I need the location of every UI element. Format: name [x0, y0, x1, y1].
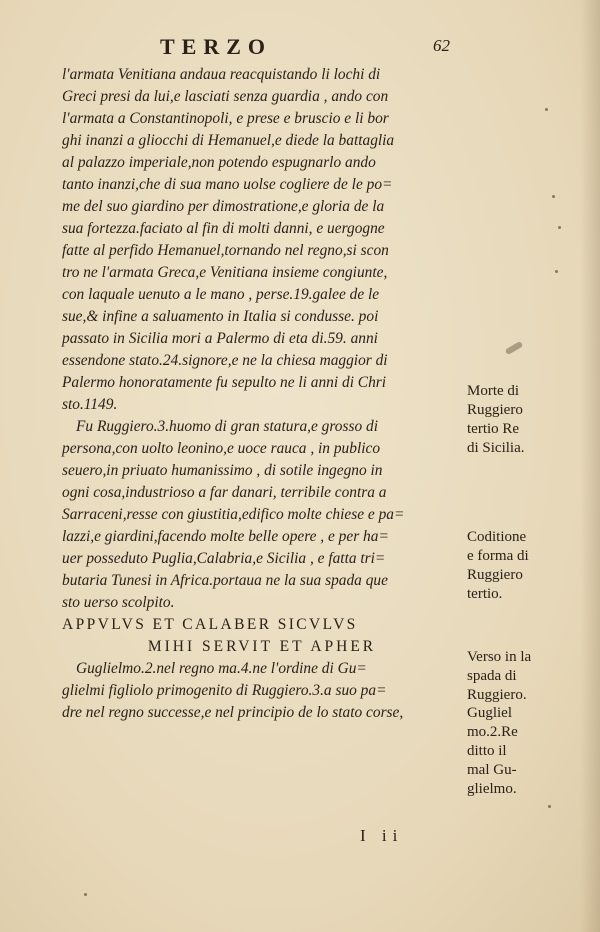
text-line: Palermo honoratamente fu sepulto ne li anni di Chri: [62, 374, 387, 391]
inscription-line: APPVLVS ET CALABER SICVLVS: [62, 616, 358, 633]
ink-speck: [548, 805, 551, 808]
page-header: [160, 34, 450, 64]
margin-note: Gugliel mo.2.Re ditto il mal Gu- glielmo.: [467, 705, 518, 797]
ink-speck: [558, 226, 561, 229]
ink-speck: [555, 270, 558, 273]
main-text-block: [62, 64, 462, 724]
text-line: sue,& infine a saluamento in Italia si condusse. poi: [62, 308, 379, 325]
text-line: tro ne l'armata Greca,e Venitiana insieme congiunte,: [62, 264, 388, 281]
running-head: TERZO: [160, 34, 273, 59]
text-line: sua fortezza.faciato al fin di molti danni, e uergogne: [62, 220, 385, 237]
text-line: dre nel regno successe,e nel principio de lo stato corse,: [62, 704, 404, 721]
text-line: l'armata Venitiana andaua reacquistando li lochi di: [62, 66, 381, 83]
text-line: lazzi,e giardini,facendo molte belle opere , e per ha=: [62, 528, 389, 545]
text-line: l'armata a Constantinopoli, e prese e bruscio e li bor: [62, 110, 389, 127]
text-line: glielmi figliolo primogenito di Ruggiero.3.a suo pa=: [62, 682, 387, 699]
margin-note: Morte di Ruggiero tertio Re di Sicilia.: [467, 383, 525, 456]
text-line: Sarraceni,resse con giustitia,edifico molte chiese e pa=: [62, 506, 405, 523]
ink-speck: [84, 893, 87, 896]
ink-smudge: [505, 341, 524, 355]
text-line: persona,con uolto leonino,e uoce rauca , in publico: [62, 440, 381, 457]
catchword: I ii: [360, 826, 404, 845]
text-line: butaria Tunesi in Africa.portaua ne la sua spada que: [62, 572, 388, 589]
ink-speck: [545, 108, 548, 111]
text-line: me del suo giardino per dimostratione,e gloria de la: [62, 198, 385, 215]
text-line: Greci presi da lui,e lasciati senza guardia , ando con: [62, 88, 389, 105]
inscription-line: MIHI SERVIT ET APHER: [147, 638, 377, 655]
text-line: sto.1149.: [62, 396, 118, 413]
text-line: seuero,in priuato humanissimo , di sotile ingegno in: [62, 462, 383, 479]
text-line: essendone stato.24.signore,e ne la chiesa maggior di: [62, 352, 388, 369]
text-line: con laquale uenuto a le mano , perse.19.galee de le: [62, 286, 380, 303]
text-line: Guglielmo.2.nel regno ma.4.ne l'ordine di Gu=: [76, 660, 367, 677]
margin-note: Verso in la spada di Ruggiero.: [467, 649, 532, 703]
text-line: fatte al perfido Hemanuel,tornando nel regno,si scon: [62, 242, 389, 259]
text-line: ogni cosa,industrioso a far danari, terribile contra a: [62, 484, 387, 501]
text-line: al palazzo imperiale,non potendo espugnarlo ando: [62, 154, 376, 171]
folio-number: 62: [433, 36, 450, 55]
page-gutter-shadow: [580, 0, 600, 932]
ink-speck: [552, 195, 555, 198]
text-line: passato in Sicilia mori a Palermo di eta di.59. anni: [62, 330, 378, 347]
text-line: sto uerso scolpito.: [62, 594, 175, 611]
margin-note: Coditione e forma di Ruggiero tertio.: [467, 529, 529, 602]
text-line: ghi inanzi a gliocchi di Hemanuel,e diede la battaglia: [62, 132, 395, 149]
text-line: tanto inanzi,che di sua mano uolse cogliere de le po=: [62, 176, 393, 193]
text-line: uer posseduto Puglia,Calabria,e Sicilia , e fatta tri=: [62, 550, 386, 567]
text-line: Fu Ruggiero.3.huomo di gran statura,e grosso di: [76, 418, 378, 435]
